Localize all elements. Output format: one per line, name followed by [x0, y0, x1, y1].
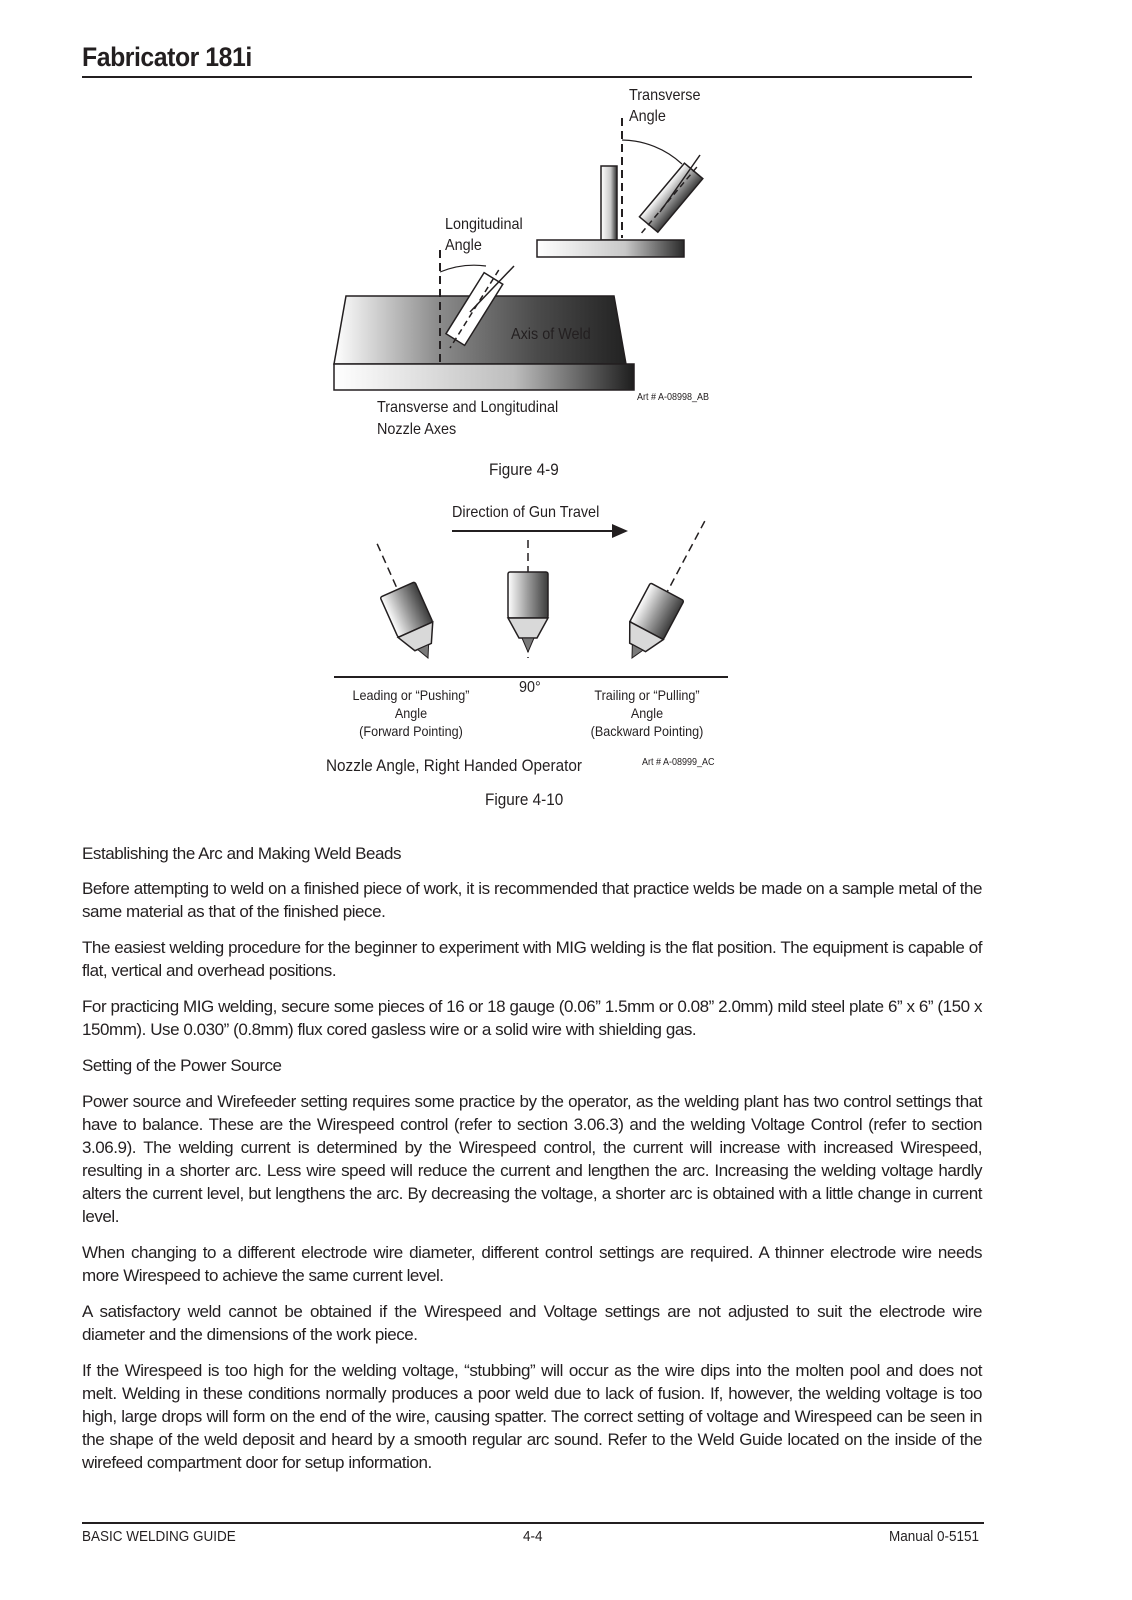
gun-travel-arrow: [452, 524, 628, 538]
vertical-nozzle: [508, 540, 548, 658]
paragraph-6: A satisfactory weld cannot be obtained if the Wirespeed and Voltage settings are not adjusted to suit the electrode wire diameter and the dimensions of the work piece.: [82, 1302, 982, 1344]
trailing-label-2: Angle: [630, 705, 664, 721]
figure-4-10-caption: Figure 4-10: [485, 790, 564, 809]
trailing-label-1: Trailing or “Pulling”: [594, 687, 700, 703]
leading-nozzle: [360, 536, 446, 666]
nozzle-axes-label-2: Nozzle Axes: [377, 421, 457, 438]
footer-manual-number: Manual 0-5151: [889, 1528, 980, 1545]
longitudinal-angle-label-1: Longitudinal: [445, 216, 523, 233]
trailing-label-3: (Backward Pointing): [590, 723, 704, 739]
paragraph-3: For practicing MIG welding, secure some pieces of 16 or 18 gauge (0.06” 1.5mm or 0.08” 2.0mm) mild steel plate 6” x 6” (150 x 150mm). Use 0.030” (0.8mm) flux cored gasless wire or a solid wire with shielding gas.: [82, 997, 982, 1039]
leading-label-2: Angle: [394, 705, 428, 721]
art-number-4-9: Art # A-08998_AB: [637, 392, 710, 403]
leading-label-1: Leading or “Pushing”: [352, 687, 470, 703]
heading-establishing-arc: Establishing the Arc and Making Weld Beads: [82, 844, 402, 863]
paragraph-5: When changing to a different electrode wire diameter, different control settings are required. A thinner electrode wire needs more Wirespeed to achieve the same current level.: [82, 1243, 982, 1285]
paragraph-4: Power source and Wirefeeder setting requires some practice by the operator, as the welding plant has two control settings that have to balance. These are the Wirespeed control (refer to section 3.06.3) and the welding Voltage Control (refer to section 3.06.9). The welding current is determined by the Wirespeed control, the current will increase with increased Wirespeed, resulting in a shorter arc. Less wire speed will reduce the current and lengthen the arc. Increasing the welding voltage hardly alters the current level, but lengthens the arc. By decreasing the voltage, a shorter arc is obtained with a little change in current level.: [82, 1092, 982, 1226]
axis-of-weld-label: Axis of Weld: [511, 326, 591, 343]
trailing-nozzle: [615, 512, 721, 667]
right-angle-label: 90°: [519, 679, 541, 696]
plate-illustration: [334, 250, 634, 390]
paragraph-7: If the Wirespeed is too high for the welding voltage, “stubbing” will occur as the wire dips into the molten pool and does not melt. Welding in these conditions normally produces a poor weld due to lack of fusion. If, however, the welding voltage is too high, large drops will form on the end of the wire, causing spatter. The correct setting of voltage and Wirespeed can be seen in the shape of the weld deposit and heard by a smooth regular arc sound. Refer to the Weld Guide located on the inside of the wirefeed compartment door for setup information.: [82, 1361, 982, 1472]
transverse-angle-label-1: Transverse: [629, 87, 701, 104]
footer-rule: [82, 1522, 984, 1524]
page-title: Fabricator 181i: [82, 42, 252, 72]
transverse-angle-label-2: Angle: [629, 108, 666, 125]
heading-power-source: Setting of the Power Source: [82, 1056, 282, 1075]
nozzle-angle-subtitle: Nozzle Angle, Right Handed Operator: [326, 756, 583, 775]
footer-section-title: BASIC WELDING GUIDE: [82, 1528, 236, 1545]
figure-4-9-caption: Figure 4-9: [489, 460, 559, 479]
t-joint-illustration: [537, 118, 706, 257]
direction-label: Direction of Gun Travel: [452, 504, 600, 521]
longitudinal-angle-label-2: Angle: [445, 237, 482, 254]
nozzle-axes-label-1: Transverse and Longitudinal: [377, 399, 559, 416]
footer-page-number: 4-4: [523, 1528, 543, 1545]
paragraph-1: Before attempting to weld on a finished piece of work, it is recommended that practice welds be made on a sample metal of the same material as that of the finished piece.: [82, 879, 982, 921]
art-number-4-10: Art # A-08999_AC: [642, 757, 715, 768]
leading-label-3: (Forward Pointing): [359, 723, 463, 739]
paragraph-2: The easiest welding procedure for the beginner to experiment with MIG welding is the flat position. The equipment is capable of flat, vertical and overhead positions.: [82, 938, 982, 980]
